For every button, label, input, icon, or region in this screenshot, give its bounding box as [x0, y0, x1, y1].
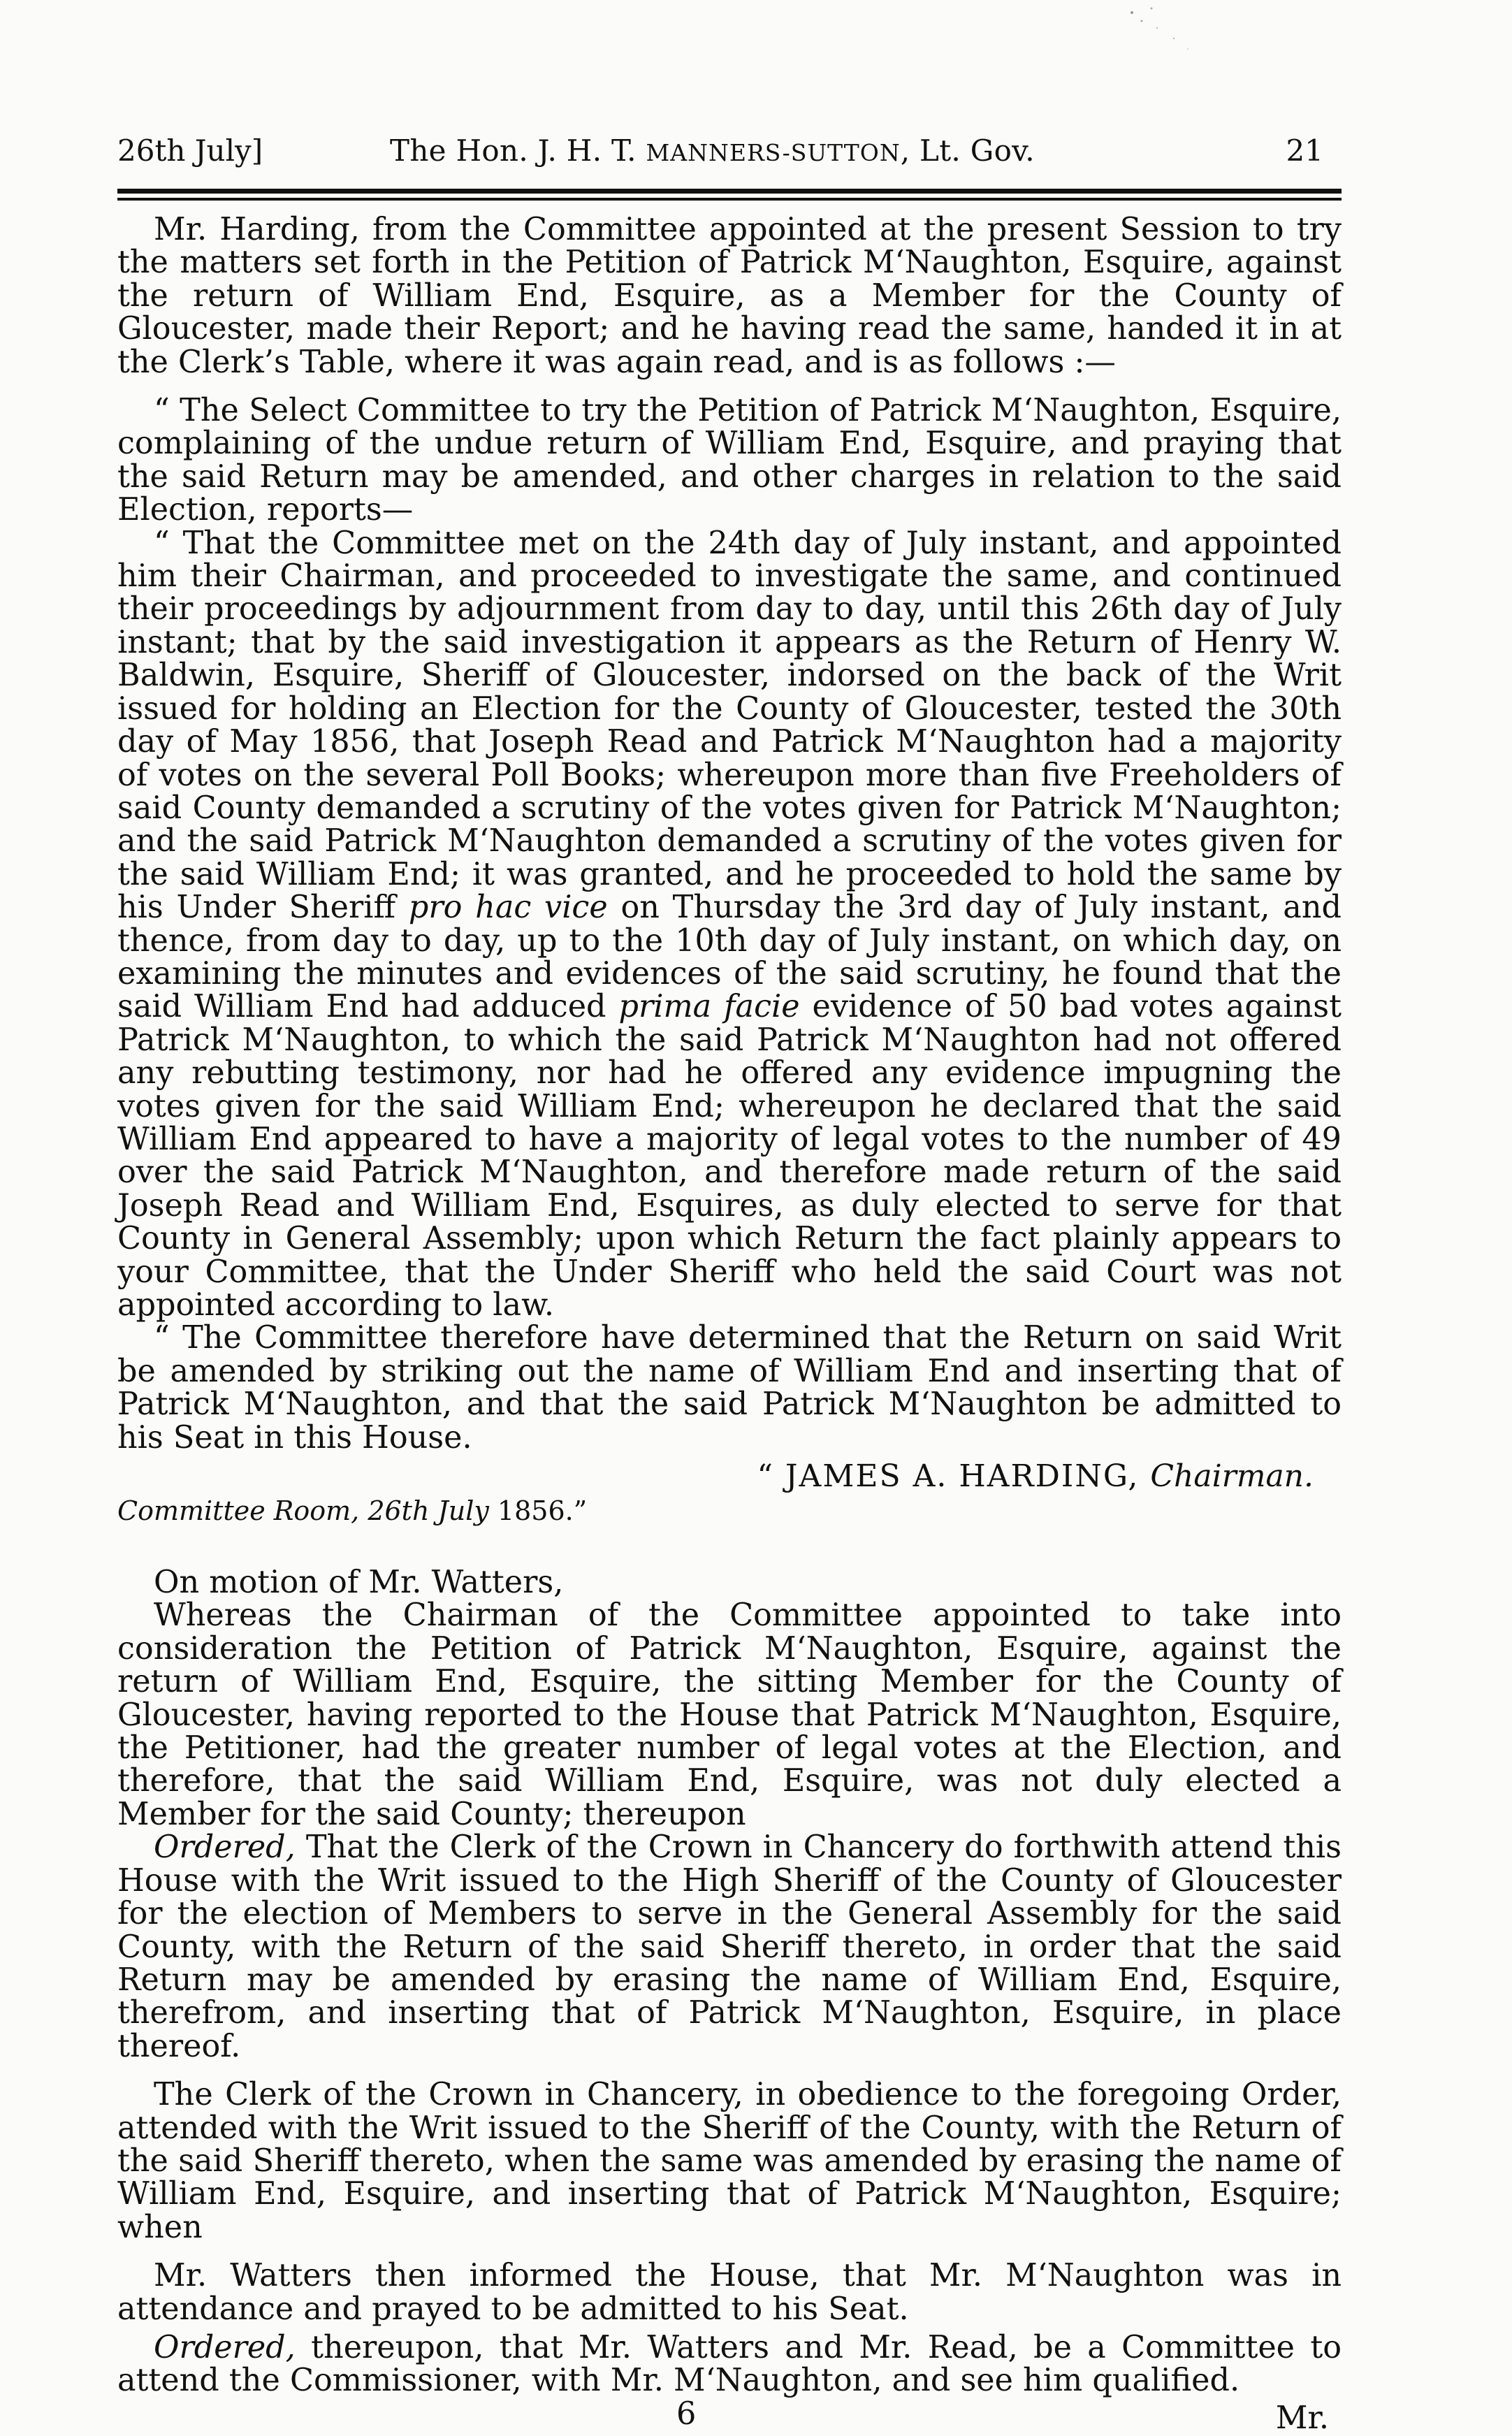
paragraph-whereas: Whereas the Chairman of the Committee appointed to take into consideration the Petition of Patrick M‘Naughton, Esquire, against the return of William End, Esquire, the sitting Member for the County of Gloucester, having reported to the House that Patrick M‘Naughton, Esquire, the Petitioner, had the greater number of legal votes at the Election, and therefore, that the said William End, Esquire, was not duly elected a Member for the said County; thereupon: [117, 1597, 1342, 1832]
running-header: [117, 124, 1342, 177]
catchword: Mr.: [1275, 2400, 1329, 2436]
header-date: 26th July]: [117, 133, 263, 168]
page-footer: [117, 2395, 1342, 2436]
paragraph-select-committee: “ The Select Committee to try the Petition of Patrick M‘Naughton, Esquire, complaining of the undue return of William End, Esquire, and praying that the said Return may be amended, and other charges in relation to the said Election, reports—: [117, 393, 1342, 528]
paragraph-report-intro: Mr. Harding, from the Committee appointed at the present Session to try the matters set forth in the Petition of Patrick M‘Naughton, Esquire, against the return of William End, Esquire, as a Member for the County of Gloucester, made their Report; and he having read the same, handed it in at the Clerk’s Table, where it was again read, and is as follows :—: [117, 212, 1342, 380]
paragraph-committee-findings: “ That the Committee met on the 24th day of July instant, and appointed him their Chairman, and proceeded to investigate the same, and continued their proceedings by adjournment from day to day, until this 26th day of July instant; that by the said investigation it appears as the Return of Henry W. Baldwin, Esquire, Sheriff of Gloucester, indorsed on the back of the Writ issued for holding an Election for the County of Gloucester, tested the 30th day of May 1856, that Joseph Read and Patrick M‘Naughton had a majority of votes on the several Poll Books; whereupon more than five Freeholders of said County demanded a scrutiny of the votes given for Patrick M‘Naughton; and the said Patrick M‘Naughton demanded a scrutiny of the votes given for the said William End; it was granted, and he proceeded to hold the same by his Under Sheriff pro hac vice on Thursday the 3rd day of July instant, and thence, from day to day, up to the 10th day of July instant, on which day, on examining the minutes and evidences of the said scrutiny, he found that the said William End had adduced prima facie evidence of 50 bad votes against Patrick M‘Naughton, to which the said Patrick M‘Naughton had not offered any rebutting testimony, nor had he offered any evidence impugning the votes given for the said William End; whereupon he declared that the said William End appeared to have a majority of legal votes to the number of 49 over the said Patrick M‘Naughton, and therefore made return of the said Joseph Read and William End, Esquires, as duly elected to serve for that County in General Assembly; upon which Return the fact plainly appears to your Committee, that the Under Sheriff who held the said Court was not appointed according to law.: [117, 525, 1342, 1323]
committee-room-dateline: Committee Room, 26th July 1856.”: [117, 1495, 588, 1527]
paragraph-ordered-committee: Ordered, thereupon, that Mr. Watters and Mr. Read, be a Committee to attend the Commissioner, with Mr. M‘Naughton, and see him qualified.: [117, 2329, 1342, 2399]
paragraph-motion: On motion of Mr. Watters,: [154, 1565, 564, 1601]
page-number: 21: [1286, 133, 1323, 168]
page-body: [117, 213, 1342, 2434]
chairman-signature: “ JAMES A. HARDING, Chairman.: [757, 1458, 1314, 1495]
paragraph-clerk-attended: The Clerk of the Crown in Chancery, in obedience to the foregoing Order, attended with the Writ issued to the Sheriff of the County, with the Return of the said Sheriff thereto, when the same was amended by erasing the name of William End, Esquire, and inserting that of Patrick M‘Naughton, Esquire; when: [117, 2077, 1342, 2245]
signature-mark: 6: [676, 2395, 697, 2432]
paragraph-ordered-clerk: Ordered, That the Clerk of the Crown in Chancery do forthwith attend this House with the Writ issued to the High Sheriff of the County of Gloucester for the election of Members to serve in the General Assembly for the said County, with the Return of the said Sheriff thereto, in order that the said Return may be amended by erasing the name of William End, Esquire, therefrom, and inserting that of Patrick M‘Naughton, Esquire, in place thereof.: [117, 1829, 1342, 2064]
paragraph-watters-informed: Mr. Watters then informed the House, that Mr. M‘Naughton was in attendance and prayed to be admitted to his Seat.: [117, 2258, 1342, 2327]
paragraph-committee-determination: “ The Committee therefore have determined that the Return on said Writ be amended by striking out the name of William End and inserting that of Patrick M‘Naughton, and that the said Patrick M‘Naughton be admitted to his Seat in this House.: [117, 1320, 1342, 1456]
header-title: The Hon. J. H. T. MANNERS-SUTTON, Lt. Gov.: [390, 133, 1035, 168]
paper-specks: [1090, 0, 1244, 70]
signature-block: [117, 1456, 1342, 1527]
header-rule-thick: [117, 189, 1342, 194]
header-rule-thin: [117, 198, 1342, 201]
